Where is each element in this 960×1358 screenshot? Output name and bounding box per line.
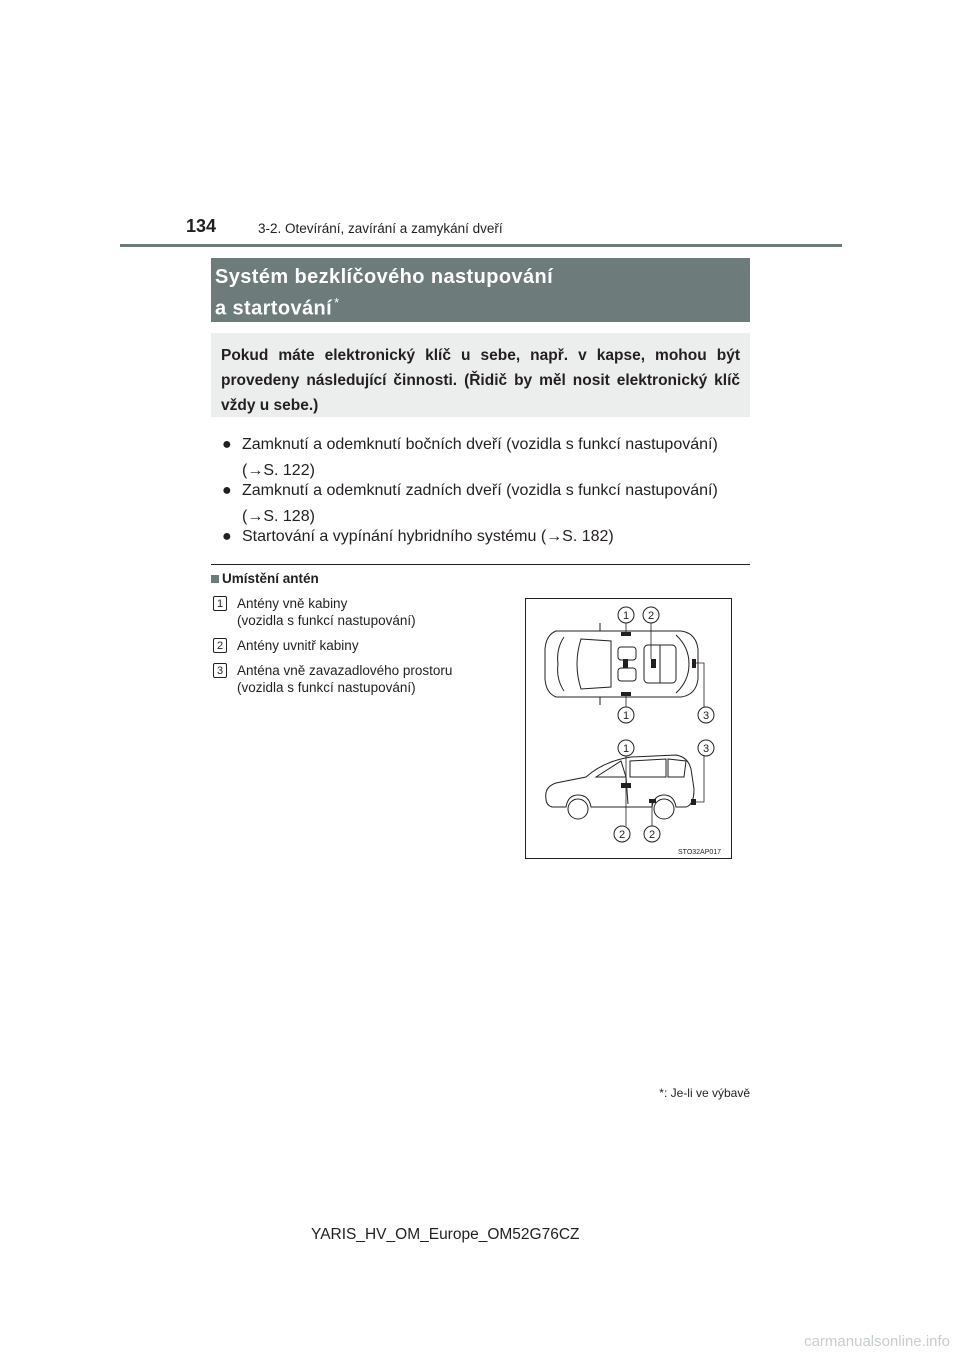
- footnote: *: Je-li ve výbavě: [659, 1086, 750, 1100]
- legend-text: Antény vně kabiny (vozidla s funkcí nastupování): [237, 596, 416, 628]
- callout-label: 1: [622, 610, 630, 622]
- chapter-title-line2: [215, 290, 750, 322]
- callout-lines-side: [626, 756, 704, 826]
- legend-text: Anténa vně zavazadlového prostoru (vozidla s funkcí nastupování): [237, 663, 453, 695]
- callout-label: 2: [647, 610, 655, 622]
- square-bullet-icon: [211, 575, 219, 583]
- callout-number: 1: [213, 596, 227, 611]
- callout-label: 3: [702, 743, 710, 755]
- bullet-dot: ●: [222, 436, 232, 453]
- document-id: YARIS_HV_OM_Europe_OM52G76CZ: [311, 1226, 580, 1243]
- page-number: 134: [186, 216, 217, 236]
- footnote-asterisk: *: [334, 295, 340, 310]
- chapter-title-line1: Systém bezklíčového nastupování: [215, 266, 554, 288]
- legend-text: Antény uvnitř kabiny: [237, 638, 359, 653]
- chapter-title-box: [211, 258, 750, 322]
- bullet-line: Startování a vypínání hybridního systému (→S. 182): [242, 528, 614, 545]
- chapter-title-line2-text: a startování: [215, 297, 333, 320]
- bullet-text: [242, 479, 752, 529]
- callout-label: 1: [622, 710, 630, 722]
- callout-number: 3: [213, 663, 227, 678]
- intro-box: Pokud máte elektronický klíč u sebe, např. v kapse, mohou být provedeny následující činnosti. (Řidič by měl nosit elektronický klíč vždy u sebe.): [211, 333, 750, 417]
- callout-label: 2: [648, 829, 656, 841]
- figure-code: STO32AP017: [678, 849, 722, 856]
- car-illustration: [526, 599, 731, 858]
- header-rule: [120, 244, 842, 247]
- bullet-text: [242, 525, 752, 549]
- bullet-text: [242, 433, 752, 483]
- bullet-dot: ●: [222, 482, 232, 499]
- callout-number: 2: [213, 638, 227, 653]
- bullet-page-ref: (→S. 122): [242, 462, 315, 479]
- antenna-location-figure: [525, 598, 732, 859]
- antenna-markers-side: [621, 783, 696, 805]
- callout-label: 1: [622, 743, 630, 755]
- section-divider: [211, 564, 750, 565]
- subsection-heading: [211, 571, 319, 586]
- bullet-line: Zamknutí a odemknutí bočních dveří (vozidla s funkcí nastupování): [242, 436, 718, 453]
- antenna-markers-top: [621, 632, 696, 696]
- watermark: carmanualsonline.info: [804, 1333, 950, 1350]
- bullet-line: Zamknutí a odemknutí zadních dveří (vozidla s funkcí nastupování): [242, 482, 718, 499]
- bullet-dot: ●: [222, 528, 232, 545]
- section-title: 3-2. Otevírání, zavírání a zamykání dveří: [258, 221, 503, 236]
- callout-label: 3: [702, 710, 710, 722]
- callout-label: 2: [618, 829, 626, 841]
- car-side-view: [546, 755, 694, 819]
- bullet-page-ref: (→S. 128): [242, 508, 315, 525]
- subsection-heading-text: Umístění antén: [222, 571, 319, 586]
